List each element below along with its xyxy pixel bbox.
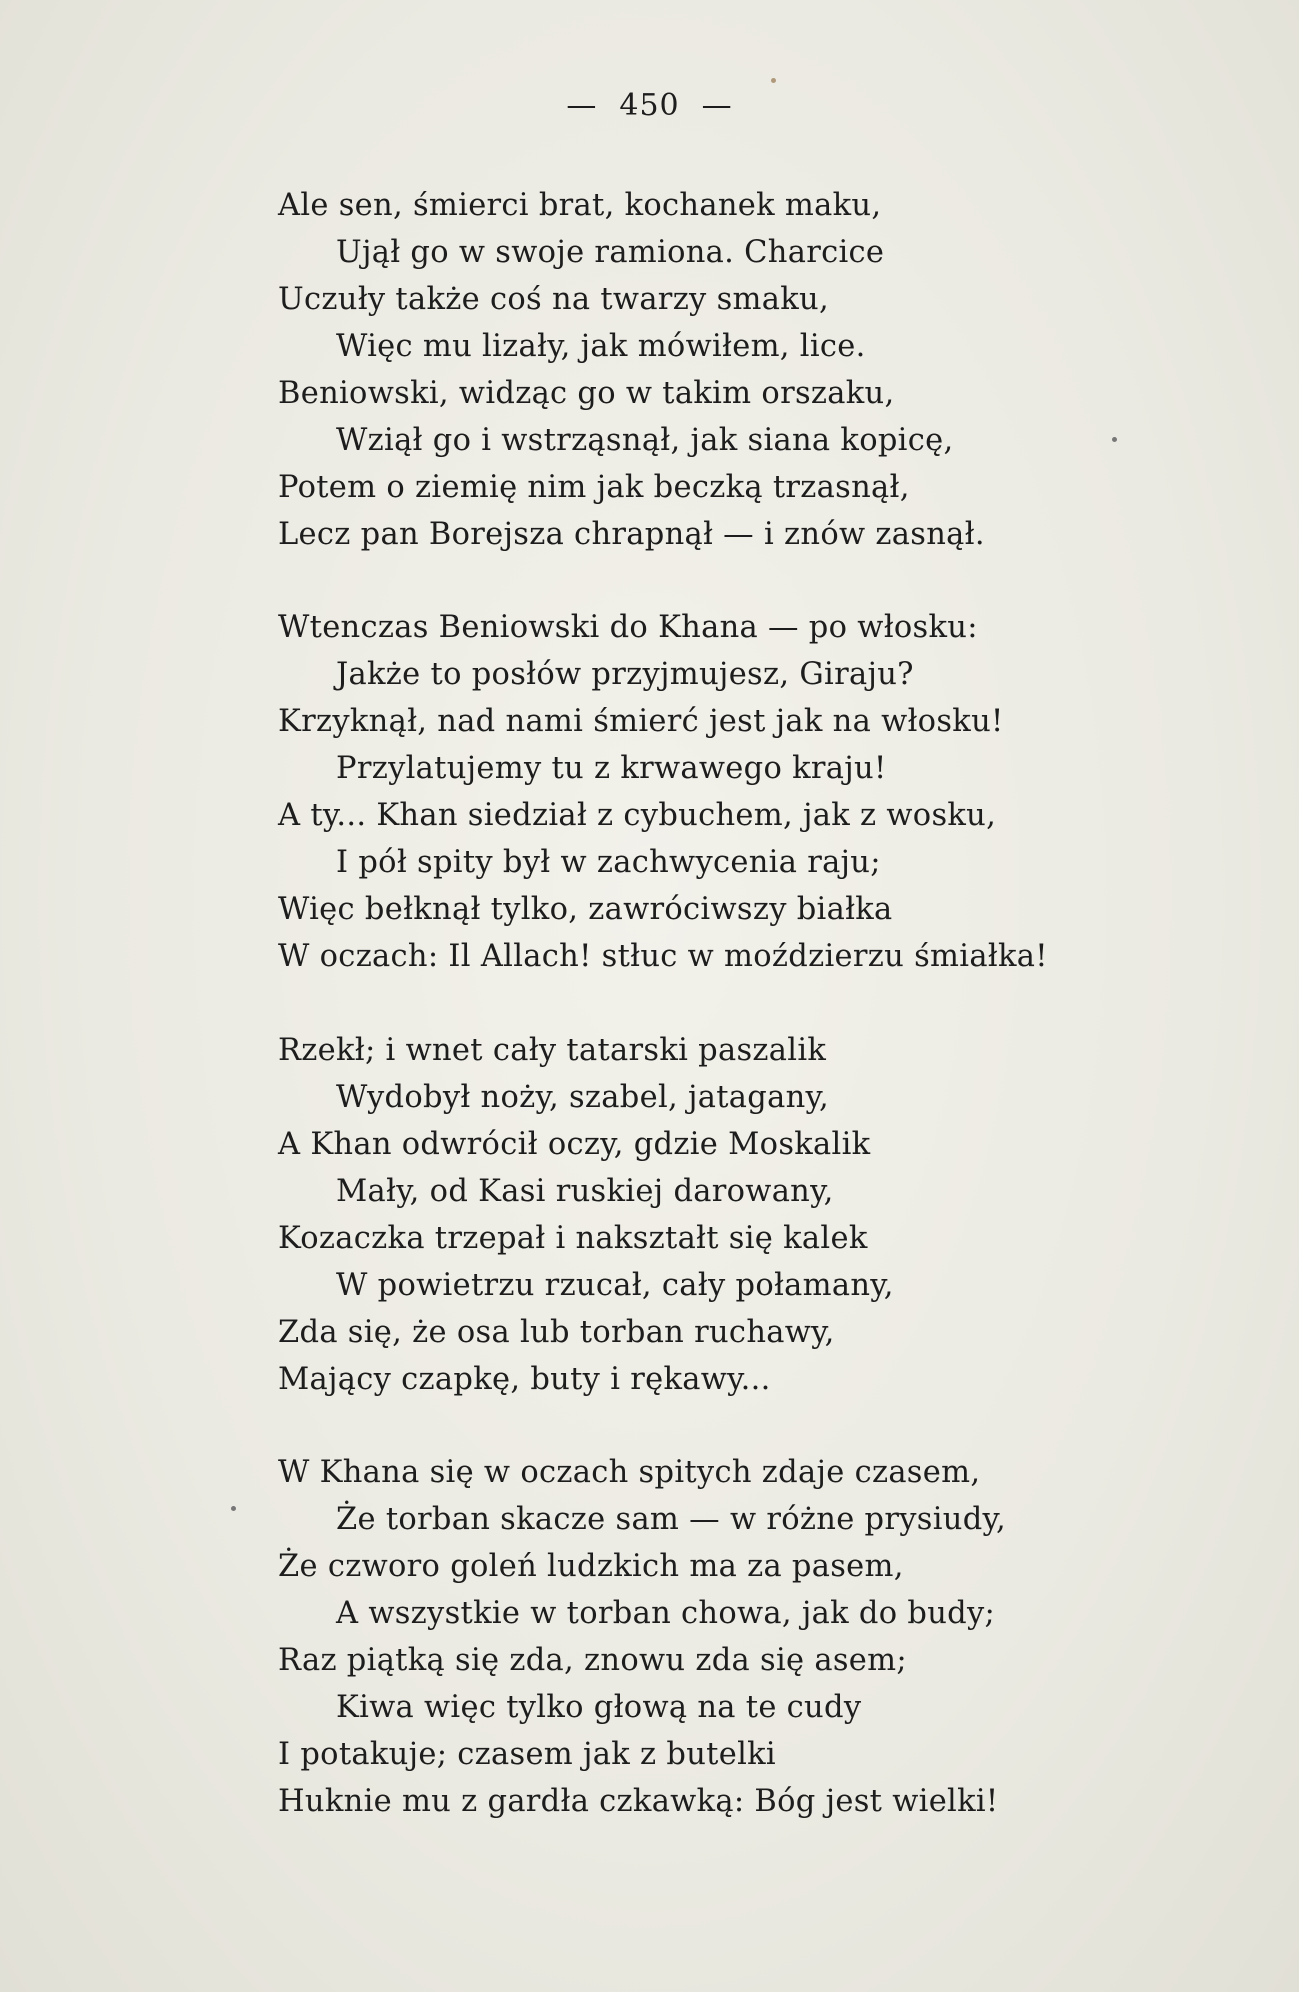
verse-line: W powietrzu rzucał, cały połamany, [336, 1268, 894, 1303]
verse-line: Wziął go i wstrząsnął, jak siana kopicę, [336, 423, 954, 458]
page-number: 450 [619, 88, 680, 123]
verse-line: Więc mu lizały, jak mówiłem, lice. [336, 329, 866, 364]
paper-speck [231, 1506, 236, 1511]
verse-line: I pół spity był w zachwycenia raju; [336, 845, 881, 880]
stanza-2 [278, 604, 1238, 980]
verse-line: Mający czapkę, buty i rękawy... [278, 1362, 771, 1397]
verse-line: I potakuje; czasem jak z butelki [278, 1737, 776, 1772]
header-dash-right: — [701, 88, 733, 123]
stanza-3 [278, 1027, 1238, 1403]
verse-line: A wszystkie w torban chowa, jak do budy; [336, 1596, 996, 1631]
verse-line: Wtenczas Beniowski do Khana — po włosku: [278, 610, 978, 645]
verse-line: Ujął go w swoje ramiona. Charcice [336, 235, 885, 270]
verse-line: Huknie mu z gardła czkawką: Bóg jest wielki! [278, 1784, 999, 1819]
stanza-4 [278, 1449, 1238, 1825]
verse-line: Mały, od Kasi ruskiej darowany, [336, 1174, 834, 1209]
verse-line: A ty... Khan siedział z cybuchem, jak z wosku, [278, 798, 997, 833]
verse-line: Raz piątką się zda, znowu zda się asem; [278, 1643, 907, 1678]
verse-line: Wydobył noży, szabel, jatagany, [336, 1080, 830, 1115]
verse-line: A Khan odwrócił oczy, gdzie Moskalik [278, 1127, 871, 1162]
verse-line: Że czworo goleń ludzkich ma za pasem, [278, 1549, 904, 1584]
verse-line: Jakże to posłów przyjmujesz, Giraju? [336, 657, 914, 692]
verse-line: Uczuły także coś na twarzy smaku, [278, 282, 829, 317]
verse-line: Kozaczka trzepał i nakształt się kalek [278, 1221, 868, 1256]
page-header [0, 88, 1299, 123]
verse-line: Więc bełknął tylko, zawróciwszy białka [278, 892, 893, 927]
verse-line: Beniowski, widząc go w takim orszaku, [278, 376, 895, 411]
verse-line: Że torban skacze sam — w różne prysiudy, [336, 1502, 1007, 1537]
paper-speck [1112, 437, 1117, 442]
stanza-1 [278, 182, 1238, 558]
verse-line: W oczach: Il Allach! stłuc w moździerzu śmiałka! [278, 939, 1048, 974]
verse-line: Potem o ziemię nim jak beczką trzasnął, [278, 470, 910, 505]
verse-line: Rzekł; i wnet cały tatarski paszalik [278, 1033, 827, 1068]
verse-line: Krzyknął, nad nami śmierć jest jak na włosku! [278, 704, 1004, 739]
verse-line: Kiwa więc tylko głową na te cudy [336, 1690, 862, 1725]
verse-line: Zda się, że osa lub torban ruchawy, [278, 1315, 835, 1350]
verse-line: Lecz pan Borejsza chrapnął — i znów zasnął. [278, 517, 985, 552]
verse-line: Ale sen, śmierci brat, kochanek maku, [278, 188, 882, 223]
paper-speck [771, 78, 776, 83]
verse-line: W Khana się w oczach spitych zdaje czasem, [278, 1455, 981, 1490]
verse-line: Przylatujemy tu z krwawego kraju! [336, 751, 887, 786]
header-dash-left: — [566, 88, 598, 123]
